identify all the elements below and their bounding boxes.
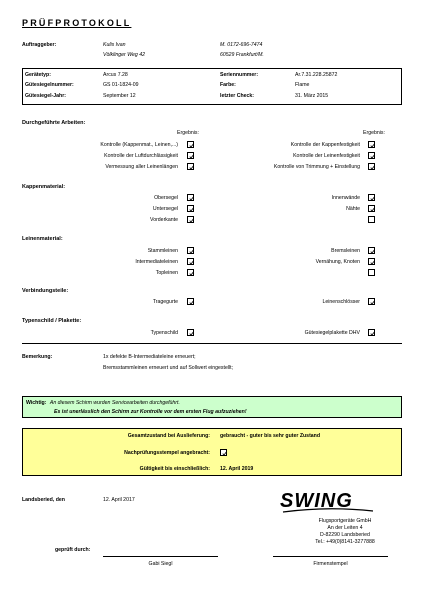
checkmark-icon [189, 218, 194, 223]
last-check-value: 31. März 2015 [295, 93, 329, 99]
check-label: Obersegel [154, 195, 178, 201]
checkbox[interactable] [187, 247, 194, 254]
checked-by-label: geprüft durch: [55, 547, 91, 553]
remarks-label: Bemerkung: [22, 354, 53, 360]
check-label: Kontrolle der Kappenfestigkeit [290, 142, 360, 148]
check-label: Typenschild [150, 330, 178, 336]
condition-label: Gesamtzustand bei Auslieferung: [127, 433, 210, 439]
signature-line [103, 556, 218, 557]
check-label: Innenwände [331, 195, 360, 201]
check-label: Nähte [346, 206, 360, 212]
checkbox[interactable] [368, 205, 375, 212]
device-type-label: Gerätetyp: [25, 72, 51, 78]
checkmark-icon [189, 143, 194, 148]
check-label: Gütesiegelplakette DHV [304, 330, 360, 336]
result-label-right: Ergebnis: [363, 130, 385, 136]
checkbox[interactable] [187, 163, 194, 170]
sticker-label: Nachprüfungsstempel angebracht: [124, 450, 210, 456]
work-heading: Durchgeführte Arbeiten: [22, 120, 86, 126]
seal-year-label: Gütesiegel-Jahr: [25, 93, 66, 99]
check-label: Vernähung, Knoten [315, 259, 360, 265]
check-label: Vorderkante [150, 217, 178, 223]
client-city: 60529 Frankfurt/M. [220, 52, 264, 58]
checkmark-icon [370, 154, 375, 159]
checkbox[interactable] [368, 152, 375, 159]
stamp-line [273, 556, 388, 557]
notice-line-1 [26, 400, 180, 406]
checkbox[interactable] [187, 298, 194, 305]
checkbox[interactable] [368, 194, 375, 201]
checkmark-icon [189, 196, 194, 201]
checkmark-icon [370, 196, 375, 201]
client-name: Kulis Ivan [103, 42, 126, 48]
check-label: Stammleinen [147, 248, 178, 254]
device-info-box [22, 68, 402, 105]
check-label: Kontrolle (Kappenmat., Leinen,...) [100, 142, 178, 148]
result-label-left: Ergebnis: [177, 130, 199, 136]
company-logo [278, 488, 378, 516]
checkbox[interactable] [187, 141, 194, 148]
last-check-label: letzter Check: [220, 93, 255, 99]
logo-text: SWING [280, 490, 353, 512]
check-label: Kontrolle der Luftdurchlässigkeit [104, 153, 178, 159]
connectors-heading: Verbindungsteile: [22, 288, 69, 294]
serial-label: Seriennummer: [220, 72, 259, 78]
checkbox[interactable] [187, 329, 194, 336]
checkbox[interactable] [368, 298, 375, 305]
seal-year-value: September 12 [103, 93, 136, 99]
checkmark-icon [222, 451, 227, 456]
checkmark-icon [370, 260, 375, 265]
stamp-label: Firmenstempel [313, 561, 348, 567]
checkbox[interactable] [187, 269, 194, 276]
checkbox[interactable] [187, 216, 194, 223]
color-label: Farbe: [220, 82, 236, 88]
date-value: 12. April 2017 [103, 497, 135, 503]
checkbox[interactable] [368, 329, 375, 336]
check-label: Kontrolle der Leinenfestigkeit [293, 153, 360, 159]
checkmark-icon [189, 165, 194, 170]
check-label: Leinenschlösser [322, 299, 360, 305]
checkbox[interactable] [368, 216, 375, 223]
check-label: Untersegel [152, 206, 178, 212]
client-street: Völklinger Weg 42 [103, 52, 146, 58]
checkbox[interactable] [368, 258, 375, 265]
place-label: Landsberied, den [22, 497, 65, 503]
checkmark-icon [189, 249, 194, 254]
checkmark-icon [189, 331, 194, 336]
checkbox[interactable] [187, 194, 194, 201]
divider [22, 343, 402, 344]
checkbox[interactable] [187, 152, 194, 159]
notice-label: Wichtig: [26, 400, 47, 406]
remarks-line-2: Bremsstammleinen erneuert und auf Sollwert eingestellt; [103, 365, 234, 371]
company-line-2: An der Leiten 4 [327, 525, 363, 531]
lines-heading: Leinenmaterial: [22, 236, 63, 242]
company-line-3: D-82290 Landsberied [320, 532, 370, 538]
valid-until-label: Gültigkeit bis einschließlich: [139, 466, 210, 472]
check-label: Kontrolle von Trimmung + Einstellung [273, 164, 360, 170]
check-label: Bremsleinen [331, 248, 360, 254]
check-label: Vermessung aller Leinenlängen [105, 164, 178, 170]
company-line-4: Tel.: +49(0)8141-3277888 [315, 539, 375, 545]
notice-text-1: An diesem Schirm wurden Servicearbeiten durchgeführt. [49, 400, 180, 406]
checkbox[interactable] [187, 258, 194, 265]
signer-name: Gabi Siegl [148, 561, 173, 567]
checkmark-icon [189, 207, 194, 212]
check-label: Topleinen [155, 270, 178, 276]
seal-number-label: Gütesiegelnummer: [25, 82, 74, 88]
notice-line-2: Es ist unerlässlich den Schirm zur Kontrolle vor dem ersten Flug aufzuziehen! [54, 409, 247, 415]
checkmark-icon [370, 207, 375, 212]
checkbox[interactable] [368, 141, 375, 148]
check-label: Tragegurte [152, 299, 178, 305]
checkmark-icon [189, 300, 194, 305]
checkmark-icon [189, 271, 194, 276]
checkmark-icon [370, 300, 375, 305]
client-phone: M. 0172-696-7474 [220, 42, 263, 48]
client-label: Auftraggeber: [22, 42, 57, 48]
valid-until-value: 12. April 2019 [220, 466, 254, 472]
checkbox[interactable] [187, 205, 194, 212]
remarks-line-1: 1x defekte B-Intermediateleine erneuert; [103, 354, 196, 360]
checkbox[interactable] [220, 449, 227, 456]
checkbox[interactable] [368, 247, 375, 254]
company-line-1: Flugsportgeräte GmbH [318, 518, 372, 524]
color-value: Flame [295, 82, 310, 88]
page-title: PRÜFPROTOKOLL [22, 18, 132, 28]
seal-number-value: GS 01-1824-09 [103, 82, 139, 88]
device-type-value: Arcus 7.28 [103, 72, 128, 78]
checkmark-icon [370, 331, 375, 336]
condition-value: gebraucht - guter bis sehr guter Zustand [220, 433, 321, 439]
checkbox[interactable] [368, 269, 375, 276]
check-label: Intermediateleinen [135, 259, 178, 265]
checkmark-icon [189, 260, 194, 265]
checkmark-icon [370, 165, 375, 170]
serial-value: Ar.7.31.228.25872 [295, 72, 338, 78]
checkmark-icon [189, 154, 194, 159]
checkmark-icon [370, 249, 375, 254]
checkmark-icon [370, 143, 375, 148]
plate-heading: Typenschild / Plakette: [22, 318, 82, 324]
checkbox[interactable] [368, 163, 375, 170]
canopy-heading: Kappenmaterial: [22, 184, 66, 190]
